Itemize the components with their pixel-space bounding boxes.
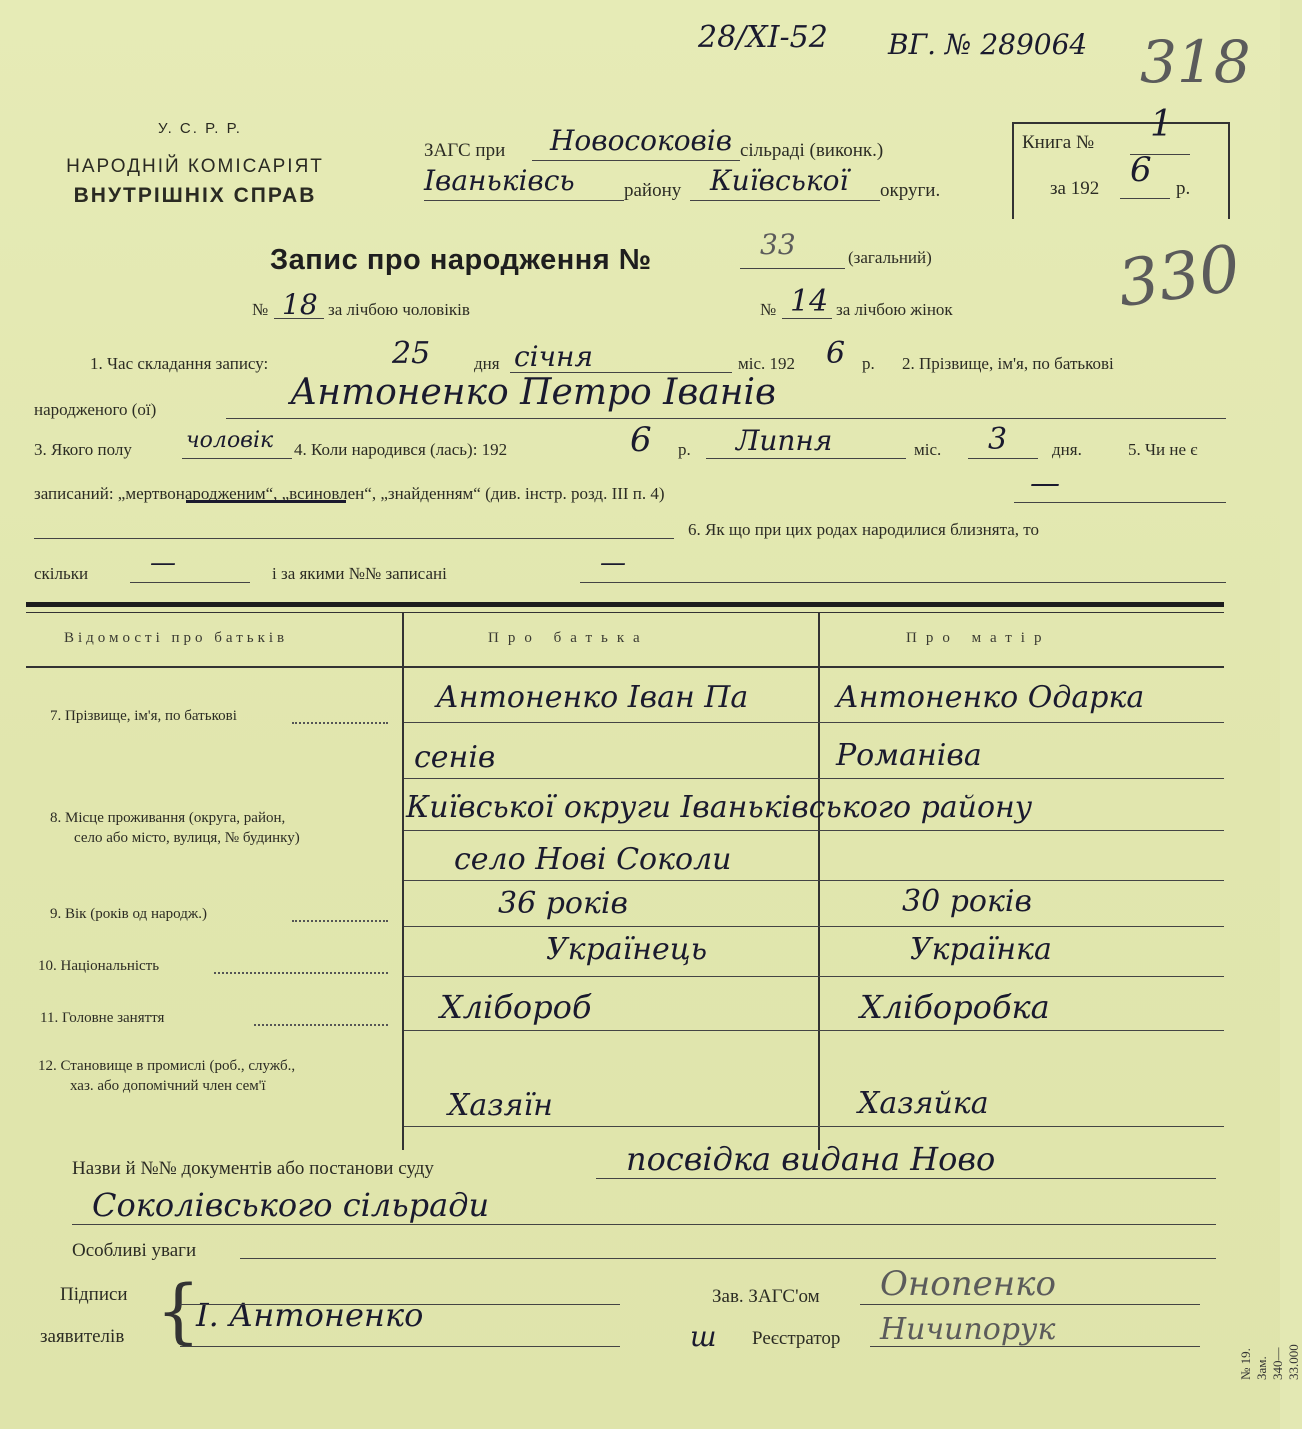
women-prefix: № — [760, 300, 777, 319]
signatures-brace: { — [156, 1270, 201, 1352]
row7-mother-line1: Антоненко Одарка — [836, 680, 1145, 715]
zags-selrada-value: Новосоковів — [550, 124, 733, 157]
row10-label: 10. Національність — [38, 958, 160, 974]
record-title: Запис про народження № — [270, 244, 652, 276]
men-prefix: № — [252, 300, 269, 319]
commissariat-line1: НАРОДНІЙ КОМІСАРІЯТ — [66, 156, 324, 177]
field1-label: 1. Час складання запису: — [90, 354, 269, 373]
applicant-signature: І. Антоненко — [196, 1296, 424, 1334]
book-year-digit: 6 — [1130, 150, 1152, 190]
book-label: Книга № — [1022, 132, 1095, 153]
table-col-father: Про батька — [488, 630, 649, 646]
field2-label: 2. Прізвище, ім'я, по батькові — [902, 354, 1114, 373]
row10-father: Українець — [546, 932, 708, 967]
pencil-number: 330 — [1113, 231, 1245, 323]
field1-day: 25 — [392, 336, 431, 371]
field6-label3: і за якими №№ записані — [272, 564, 447, 583]
row7-mother-line2: Романіва — [836, 738, 982, 773]
field3-value: чоловік — [186, 428, 274, 453]
signatures-label-line1: Підписи — [60, 1284, 128, 1305]
commissariat-line2: ВНУТРІШНІХ СПРАВ — [73, 184, 317, 207]
field5-label2: записаний: „мертвонародженим“, „всиновлен“, „знайденням“ (див. інстр. розд. III п. 4) — [34, 484, 665, 503]
field4-month: Липня — [736, 424, 833, 457]
archive-number: 318 — [1140, 28, 1251, 96]
row8-label-line1: 8. Місце проживання (округа, район, — [50, 810, 286, 826]
field2-label2: народженого (ої) — [34, 400, 157, 419]
table-col-divider-1 — [402, 612, 404, 1150]
republic-label: У. С. Р. Р. — [158, 120, 242, 137]
zags-selrada-suffix: сільраді (виконк.) — [740, 140, 884, 161]
row12-father: Хазяїн — [448, 1088, 553, 1123]
zags-okrug-suffix: округи. — [880, 180, 941, 201]
field5-value: — — [1030, 466, 1060, 501]
table-col-mother: Про матір — [906, 630, 1051, 646]
registrar-mark: ш — [690, 1320, 717, 1353]
field1-day-suffix: дня — [474, 354, 500, 373]
zags-okrug-value: Київської — [710, 164, 849, 197]
docs-value-line1: посвідка видана Ново — [626, 1140, 996, 1178]
field6-value: — — [600, 548, 626, 578]
men-suffix: за лічбою чоловіків — [328, 300, 470, 319]
record-general: (загальний) — [848, 248, 932, 267]
handwritten-date: 28/XI-52 — [698, 20, 828, 55]
docs-label: Назви й №№ документів або постанови суду — [72, 1158, 434, 1179]
signatures-label-line2: заявителів — [40, 1326, 125, 1347]
row12-label-line1: 12. Становище в промислі (роб., служб., — [38, 1058, 296, 1074]
zags-rayon-value: Іваньківсь — [424, 164, 575, 197]
book-year-suffix: р. — [1176, 178, 1191, 199]
field4-day: 3 — [988, 422, 1008, 457]
table-col-divider-2 — [818, 612, 820, 1150]
row12-label-line2: хаз. або допомічний член сем'ї — [70, 1078, 266, 1094]
book-year-label: за 192 — [1050, 178, 1100, 199]
table-col-parents: Відомості про батьків — [64, 630, 289, 646]
field4-year-suffix: р. — [678, 440, 691, 459]
table-top-rule — [26, 602, 1224, 607]
field1-month: січня — [514, 340, 594, 373]
field3-label: 3. Якого полу — [34, 440, 132, 459]
field1-month-label: міс. 192 — [738, 354, 796, 373]
row7-father-line2: сенів — [414, 740, 496, 775]
field2-value: Антоненко Петро Іванів — [290, 372, 776, 413]
row12-mother: Хазяйка — [858, 1086, 989, 1121]
field4-year: 6 — [630, 420, 652, 460]
field6-label: 6. Як що при цих родах народилися близнята, то — [688, 520, 1039, 539]
row10-mother: Українка — [910, 932, 1052, 967]
field6-count: — — [150, 548, 176, 578]
book-number: 1 — [1150, 104, 1173, 145]
row7-father-line1: Антоненко Іван Па — [436, 680, 749, 715]
field6-label2: скільки — [34, 564, 89, 583]
row9-father: 36 років — [498, 886, 628, 921]
zags-head-label: Зав. ЗАГС'ом — [712, 1286, 820, 1307]
registrar-signature: Ничипорук — [880, 1312, 1056, 1347]
row8-value-line2: село Нові Соколи — [454, 842, 732, 877]
zags-prefix: ЗАГС при — [424, 140, 506, 161]
field5-underline-mark — [186, 500, 346, 503]
field5-label: 5. Чи не є — [1128, 440, 1198, 459]
row9-mother: 30 років — [902, 884, 1032, 919]
notes-label: Особливі уваги — [72, 1240, 197, 1261]
field4-month-label: міс. — [914, 440, 942, 459]
side-print-note: № 19. Зам. 340—33.000 — [1238, 1344, 1301, 1380]
field1-year-suffix: р. — [862, 354, 875, 373]
docs-value-line2: Соколівського сільради — [92, 1186, 490, 1224]
row7-label: 7. Прізвище, ім'я, по батькові — [50, 708, 237, 724]
record-number: 33 — [760, 228, 796, 261]
row8-label-line2: село або місто, вулиця, № будинку) — [74, 830, 300, 846]
field4-day-suffix: дня. — [1052, 440, 1082, 459]
handwritten-reference: ВГ. № 289064 — [888, 28, 1088, 61]
row11-father: Хлібороб — [440, 988, 592, 1026]
field4-label: 4. Коли народився (лась): 192 — [294, 440, 508, 459]
row8-value-line1: Київської округи Іваньківського району — [406, 790, 1033, 825]
zags-head-signature: Онопенко — [880, 1264, 1056, 1304]
registrar-label: Реєстратор — [752, 1328, 841, 1349]
zags-rayon-suffix: району — [624, 180, 682, 201]
women-suffix: за лічбою жінок — [836, 300, 953, 319]
field1-year: 6 — [826, 336, 846, 371]
row9-label: 9. Вік (років од народж.) — [50, 906, 207, 922]
men-number: 18 — [282, 288, 318, 321]
women-number: 14 — [790, 284, 829, 319]
row11-mother: Хліборобка — [860, 988, 1050, 1026]
row11-label: 11. Головне заняття — [40, 1010, 165, 1026]
